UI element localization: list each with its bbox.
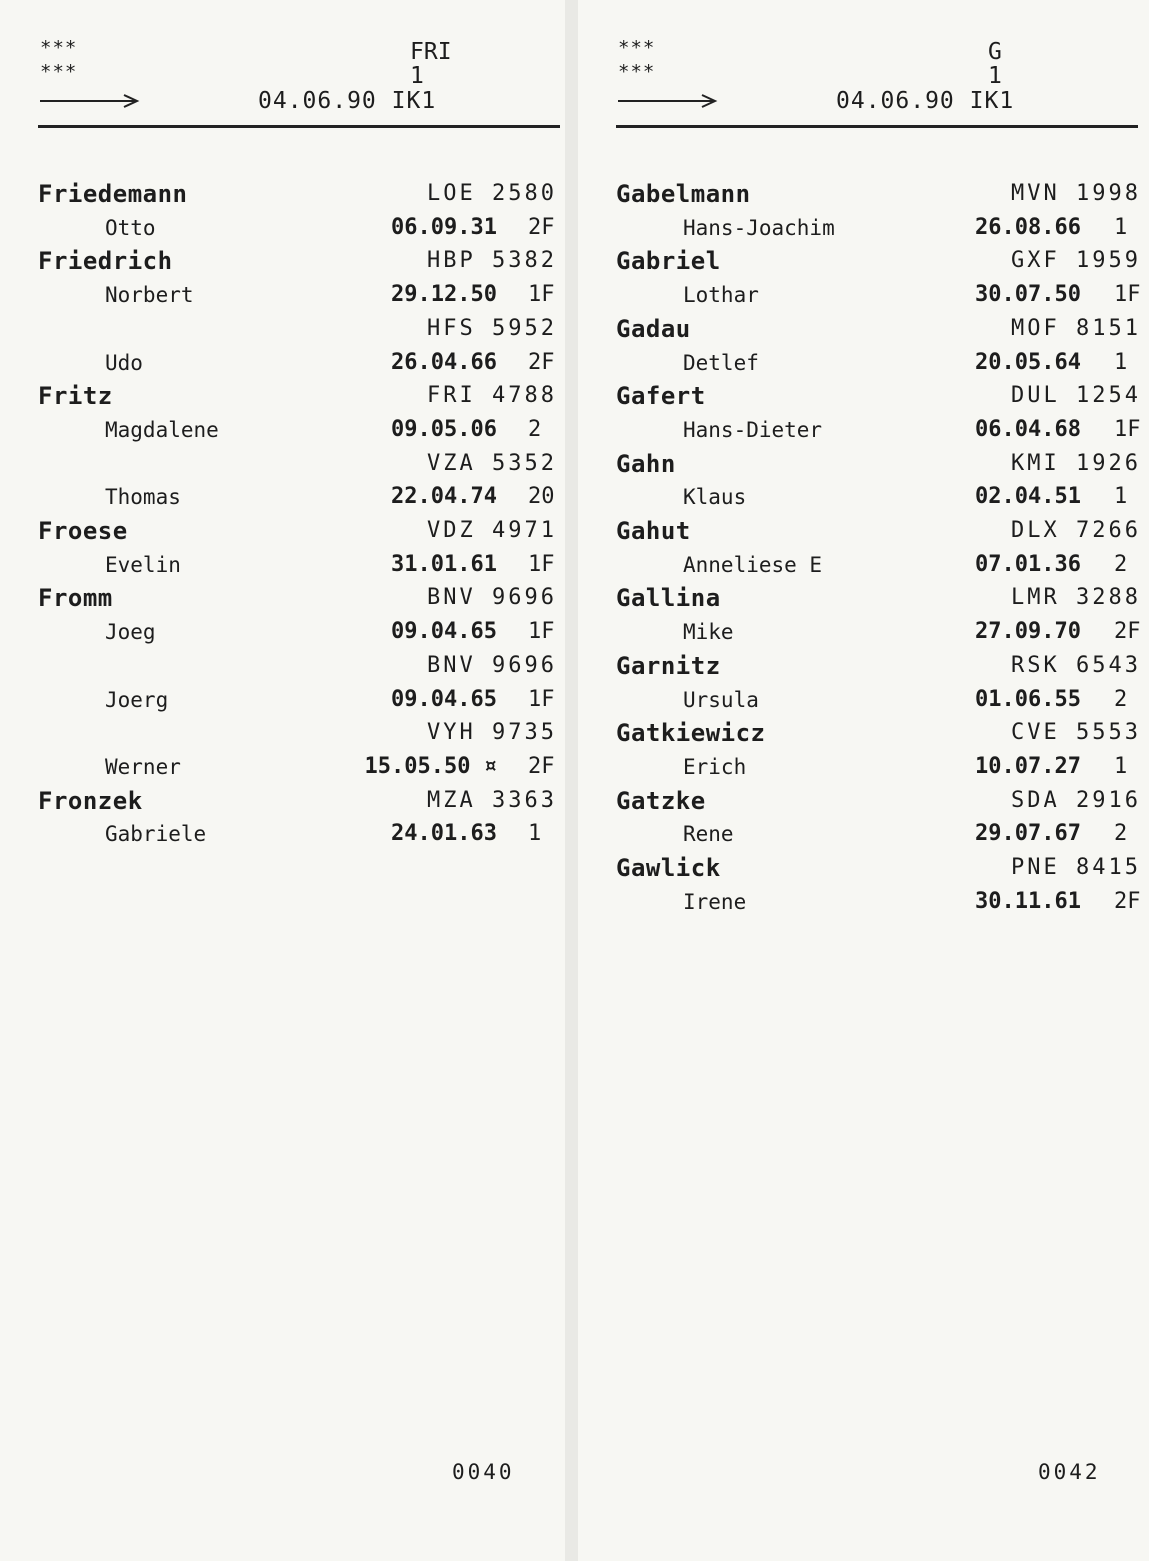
surname-row: [578, 649, 1149, 683]
birth-date: 15.05.50 ¤: [364, 753, 497, 779]
firstname-row: [0, 278, 565, 312]
status-flag: 2: [528, 416, 542, 442]
firstname-row: [0, 413, 565, 447]
surname-row: [578, 784, 1149, 818]
header-stars-1: ***: [618, 37, 656, 59]
birth-date: 06.09.31: [391, 214, 497, 240]
birth-date: 26.04.66: [391, 349, 497, 375]
status-flag: 2: [1114, 551, 1128, 577]
birth-date: 20.05.64: [975, 349, 1081, 375]
first-name: Joeg: [105, 620, 156, 645]
firstname-row: [0, 817, 565, 851]
registry-code: MVN 1998: [1011, 181, 1141, 206]
birth-date: 31.01.61: [391, 551, 497, 577]
surname-row: [578, 581, 1149, 615]
firstname-row: [0, 211, 565, 245]
header-stars-2: ***: [40, 61, 78, 83]
status-flag: 20: [528, 484, 555, 510]
surname: Gahn: [616, 449, 676, 478]
registry-code: GXF 1959: [1011, 248, 1141, 274]
status-flag: 2: [1114, 821, 1128, 847]
header-number: 1: [410, 63, 424, 89]
firstname-row: [578, 346, 1149, 380]
birth-date: 22.04.74: [391, 484, 497, 510]
firstname-row: [0, 683, 565, 717]
status-flag: 1: [528, 821, 542, 847]
status-flag: 1F: [528, 282, 555, 308]
surname-row: [0, 581, 565, 615]
surname-row: [578, 851, 1149, 885]
firstname-row: [0, 480, 565, 514]
header-stars-1: ***: [40, 37, 78, 59]
first-name: Anneliese E: [683, 552, 823, 577]
surname: Gallina: [616, 584, 721, 613]
registry-code: LOE 2580: [427, 181, 557, 206]
surname: Gahut: [616, 517, 691, 545]
registry-code: HFS 5952: [427, 315, 557, 341]
birth-date: 06.04.68: [975, 416, 1081, 442]
status-flag: 2F: [1114, 619, 1141, 645]
first-name: Otto: [105, 215, 156, 240]
first-name: Joerg: [105, 687, 169, 712]
status-flag: 2F: [528, 753, 555, 779]
first-name: Rene: [683, 822, 734, 847]
surname: Gafert: [616, 382, 706, 411]
firstname-row: [0, 615, 565, 649]
birth-date: 09.04.65: [391, 619, 497, 645]
header-range: G: [988, 39, 1002, 65]
firstname-row: [0, 346, 565, 380]
status-flag: 2F: [528, 214, 555, 240]
firstname-row: [578, 278, 1149, 312]
surname-row: [578, 716, 1149, 750]
page-left: [0, 0, 565, 1561]
first-name: Erich: [683, 754, 747, 779]
surname: Gawlick: [616, 854, 721, 882]
surname: Froese: [38, 517, 128, 545]
header-divider: [38, 125, 560, 128]
registry-code: DLX 7266: [1011, 518, 1141, 543]
status-flag: 2F: [1114, 888, 1141, 914]
first-name: Evelin: [105, 552, 181, 577]
first-name: Udo: [105, 350, 143, 375]
first-name: Gabriele: [105, 822, 207, 847]
header-date: 04.06.90 IK1: [836, 88, 1015, 114]
status-flag: 1: [1114, 214, 1128, 240]
registry-code: MOF 8151: [1011, 315, 1141, 341]
firstname-row: [578, 817, 1149, 851]
birth-date: 02.04.51: [975, 484, 1081, 510]
surname-row: [578, 312, 1149, 346]
arrow-right-icon: [618, 94, 718, 108]
surname-row: [0, 244, 565, 278]
first-name: Lothar: [683, 283, 759, 308]
birth-date: 30.07.50: [975, 282, 1081, 308]
birth-date: 29.12.50: [391, 282, 497, 308]
first-name: Hans-Joachim: [683, 215, 835, 240]
header-range: FRI: [410, 39, 452, 65]
page-right: [578, 0, 1149, 1561]
surname-row: [0, 649, 565, 683]
surname: Gabriel: [616, 247, 721, 276]
birth-date: 07.01.36: [975, 551, 1081, 577]
birth-date: 10.07.27: [975, 753, 1081, 779]
arrow-right-icon: [40, 94, 140, 108]
firstname-row: [578, 750, 1149, 784]
status-flag: 2F: [528, 349, 555, 375]
surname-row: [578, 177, 1149, 211]
firstname-row: [0, 750, 565, 784]
surname-row: [578, 244, 1149, 278]
first-name: Irene: [683, 889, 747, 914]
surname-row: [0, 312, 565, 346]
birth-date: 27.09.70: [975, 619, 1081, 645]
surname-row: [0, 784, 565, 818]
birth-date: 24.01.63: [391, 821, 497, 847]
surname: Gabelmann: [616, 180, 751, 208]
registry-code: DUL 1254: [1011, 383, 1141, 409]
birth-date: 29.07.67: [975, 821, 1081, 847]
firstname-row: [578, 615, 1149, 649]
surname-row: [578, 447, 1149, 481]
birth-date: 09.05.06: [391, 416, 497, 442]
registry-code: CVE 5553: [1011, 720, 1141, 746]
page-number: 0040: [452, 1460, 515, 1484]
surname: Fromm: [38, 584, 113, 613]
first-name: Hans-Dieter: [683, 417, 823, 442]
registry-code: RSK 6543: [1011, 652, 1141, 678]
registry-code: SDA 2916: [1011, 787, 1141, 813]
status-flag: 1F: [528, 619, 555, 645]
header-divider: [616, 125, 1138, 128]
surname: Garnitz: [616, 651, 721, 680]
surname-row: [0, 177, 565, 211]
status-flag: 1F: [528, 686, 555, 712]
birth-date: 09.04.65: [391, 686, 497, 712]
surname-row: [578, 514, 1149, 548]
registry-code: BNV 9696: [427, 652, 557, 678]
first-name: Klaus: [683, 485, 747, 510]
header-date: 04.06.90 IK1: [258, 88, 437, 114]
header-stars-2: ***: [618, 61, 656, 83]
first-name: Thomas: [105, 485, 181, 510]
registry-code: VYH 9735: [427, 720, 557, 746]
surname-row: [0, 447, 565, 481]
header-number: 1: [988, 63, 1002, 89]
surname: Fritz: [38, 382, 113, 411]
firstname-row: [578, 885, 1149, 919]
registry-code: LMR 3288: [1011, 585, 1141, 611]
status-flag: 1: [1114, 753, 1128, 779]
birth-date: 26.08.66: [975, 214, 1081, 240]
status-flag: 1F: [1114, 282, 1141, 308]
registry-code: MZA 3363: [427, 787, 557, 813]
birth-date: 30.11.61: [975, 888, 1081, 914]
page-number: 0042: [1038, 1460, 1101, 1484]
firstname-row: [578, 480, 1149, 514]
status-flag: 1F: [1114, 416, 1141, 442]
first-name: Werner: [105, 754, 181, 779]
first-name: Ursula: [683, 687, 759, 712]
firstname-row: [0, 548, 565, 582]
surname-row: [0, 379, 565, 413]
surname: Gatkiewicz: [616, 719, 766, 748]
status-flag: 1: [1114, 349, 1128, 375]
registry-code: VZA 5352: [427, 450, 557, 476]
surname-row: [578, 379, 1149, 413]
status-flag: 1F: [528, 551, 555, 577]
firstname-row: [578, 683, 1149, 717]
birth-date: 01.06.55: [975, 686, 1081, 712]
surname: Gadau: [616, 314, 691, 343]
firstname-row: [578, 548, 1149, 582]
firstname-row: [578, 413, 1149, 447]
status-flag: 2: [1114, 686, 1128, 712]
surname: Friedrich: [38, 247, 173, 276]
surname: Friedemann: [38, 180, 188, 208]
registry-code: KMI 1926: [1011, 450, 1141, 476]
first-name: Detlef: [683, 350, 759, 375]
status-flag: 1: [1114, 484, 1128, 510]
first-name: Magdalene: [105, 417, 219, 442]
registry-code: FRI 4788: [427, 383, 557, 409]
registry-code: PNE 8415: [1011, 855, 1141, 880]
firstname-row: [578, 211, 1149, 245]
first-name: Mike: [683, 620, 734, 645]
surname-row: [0, 514, 565, 548]
surname: Gatzke: [616, 786, 706, 815]
registry-code: HBP 5382: [427, 248, 557, 274]
registry-code: BNV 9696: [427, 585, 557, 611]
surname: Fronzek: [38, 786, 143, 815]
registry-code: VDZ 4971: [427, 518, 557, 543]
surname-row: [0, 716, 565, 750]
first-name: Norbert: [105, 283, 194, 308]
